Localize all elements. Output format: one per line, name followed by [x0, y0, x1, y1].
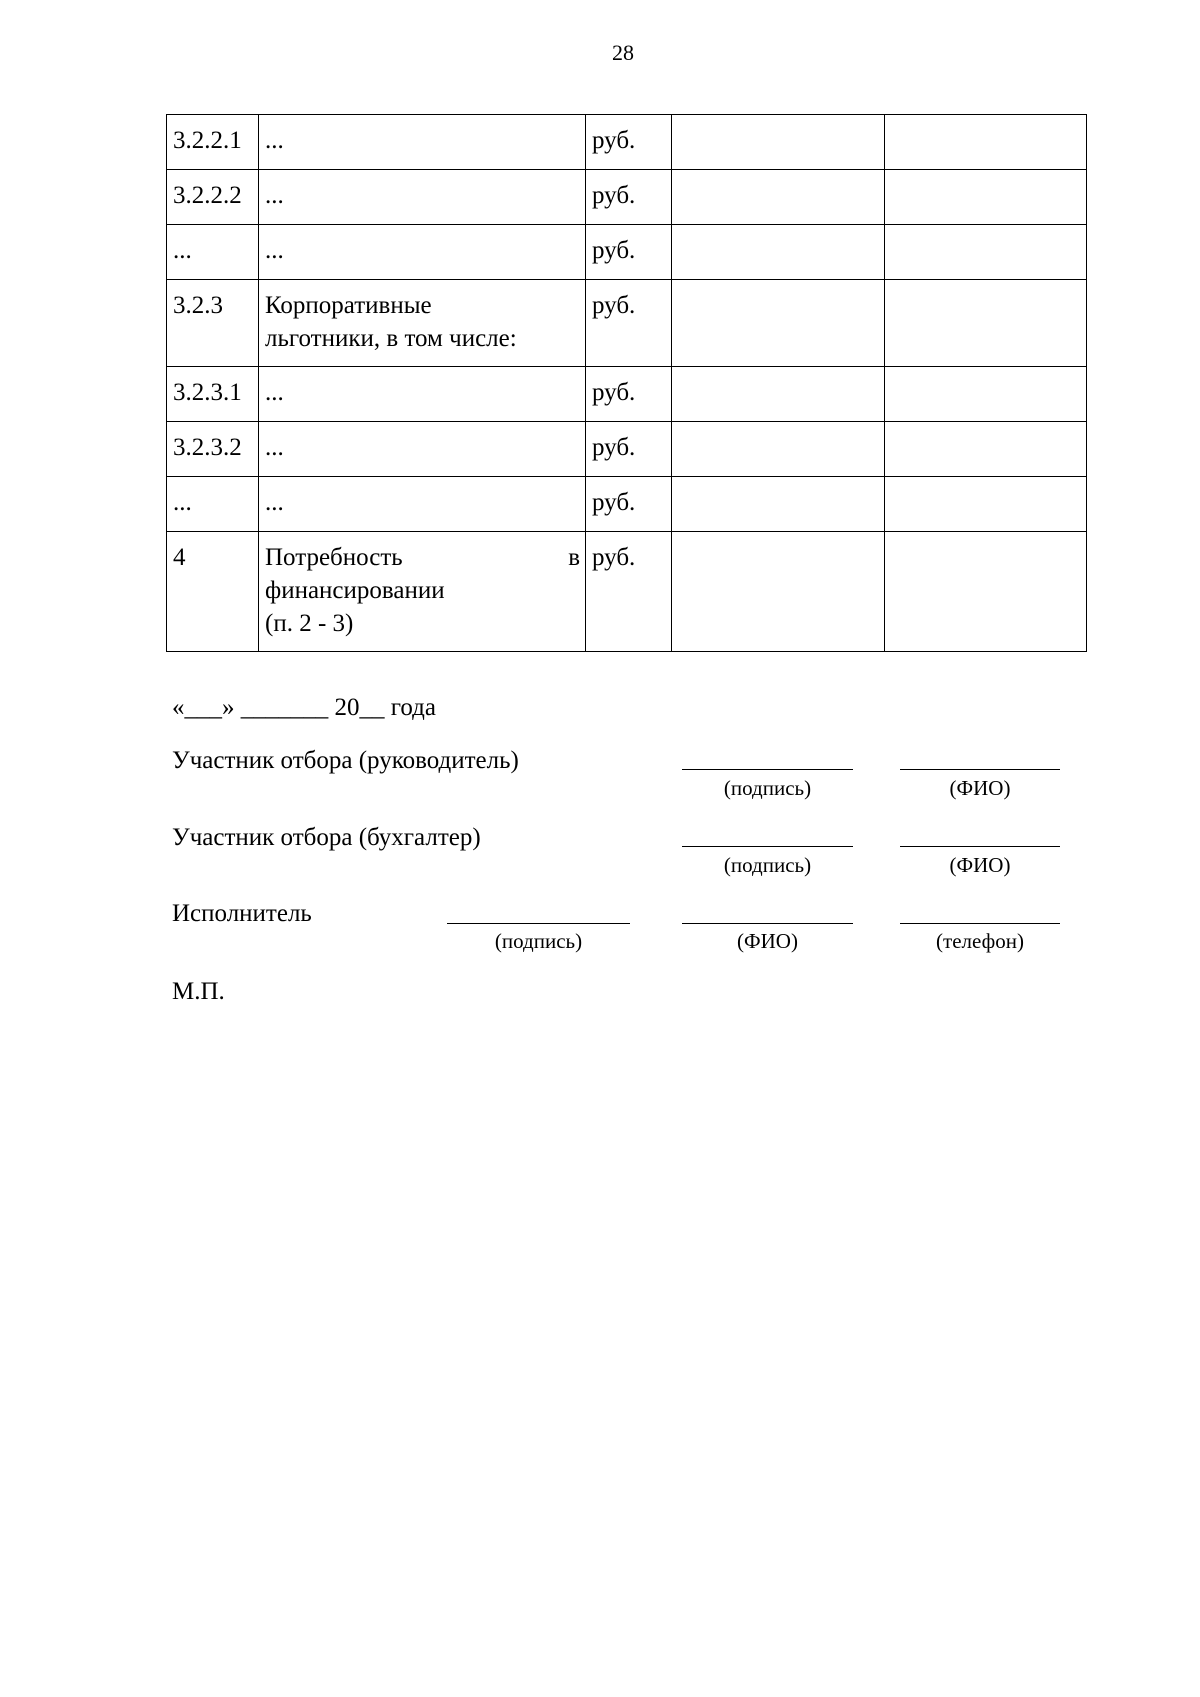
- row-value-2: [885, 115, 1087, 170]
- head-fio-line: [900, 769, 1060, 770]
- row-value-1: [672, 280, 885, 367]
- row-unit: руб.: [586, 115, 672, 170]
- row-name-word: в: [568, 544, 580, 571]
- row-number: ...: [167, 225, 259, 280]
- row-value-2: [885, 170, 1087, 225]
- row-number: 4: [167, 532, 259, 652]
- accountant-fio-line: [900, 846, 1060, 847]
- head-signature-line: [682, 769, 853, 770]
- row-value-1: [672, 532, 885, 652]
- row-name-word: Потребность: [265, 544, 403, 571]
- date-line: «___» _______ 20__ года: [172, 694, 436, 721]
- table-row: [167, 170, 1087, 225]
- accountant-label: Участник отбора (бухгалтер): [172, 824, 481, 851]
- executor-signature-caption: (подпись): [494, 929, 583, 953]
- table-row: [167, 225, 1087, 280]
- executor-phone-line: [900, 923, 1060, 924]
- row-value-1: [672, 115, 885, 170]
- row-value-1: [672, 170, 885, 225]
- row-number: 3.2.2.1: [167, 115, 259, 170]
- row-unit: руб.: [586, 422, 672, 477]
- row-name-line: финансировании: [265, 577, 445, 604]
- row-name: ...: [259, 225, 586, 280]
- row-name-line: [265, 541, 580, 574]
- row-unit: руб.: [586, 367, 672, 422]
- row-name: [259, 280, 586, 367]
- row-name: ...: [259, 477, 586, 532]
- row-value-1: [672, 422, 885, 477]
- row-name: ...: [259, 115, 586, 170]
- head-fio-caption: (ФИО): [949, 776, 1011, 800]
- table-row: [167, 115, 1087, 170]
- table-row: [167, 532, 1087, 652]
- executor-phone-caption: (телефон): [936, 929, 1024, 953]
- executor-signature-line: [447, 923, 630, 924]
- table-row: [167, 422, 1087, 477]
- row-name-line: льготники, в том числе:: [265, 325, 517, 352]
- row-number: 3.2.3: [167, 280, 259, 367]
- row-name-line: (п. 2 - 3): [265, 610, 354, 637]
- row-name: ...: [259, 422, 586, 477]
- stamp-label: М.П.: [172, 978, 225, 1005]
- row-value-1: [672, 367, 885, 422]
- table-row: [167, 280, 1087, 367]
- table-row: [167, 367, 1087, 422]
- accountant-fio-caption: (ФИО): [949, 853, 1011, 877]
- row-name: [259, 532, 586, 652]
- head-label: Участник отбора (руководитель): [172, 747, 519, 774]
- executor-fio-caption: (ФИО): [737, 929, 798, 953]
- head-signature-caption: (подпись): [723, 776, 812, 800]
- row-name-line: Корпоративные: [265, 292, 432, 319]
- row-unit: руб.: [586, 280, 672, 367]
- row-unit: руб.: [586, 532, 672, 652]
- row-unit: руб.: [586, 477, 672, 532]
- row-value-1: [672, 477, 885, 532]
- row-unit: руб.: [586, 170, 672, 225]
- budget-table: [166, 114, 1087, 652]
- row-value-1: [672, 225, 885, 280]
- accountant-signature-caption: (подпись): [723, 853, 812, 877]
- row-number: ...: [167, 477, 259, 532]
- row-number: 3.2.2.2: [167, 170, 259, 225]
- row-unit: руб.: [586, 225, 672, 280]
- row-number: 3.2.3.2: [167, 422, 259, 477]
- row-name: ...: [259, 170, 586, 225]
- executor-label: Исполнитель: [172, 900, 312, 927]
- row-value-2: [885, 367, 1087, 422]
- table-row: [167, 477, 1087, 532]
- row-name: ...: [259, 367, 586, 422]
- row-number: 3.2.3.1: [167, 367, 259, 422]
- row-value-2: [885, 477, 1087, 532]
- executor-fio-line: [682, 923, 853, 924]
- row-value-2: [885, 280, 1087, 367]
- row-value-2: [885, 532, 1087, 652]
- accountant-signature-line: [682, 846, 853, 847]
- page-number: 28: [612, 40, 634, 65]
- row-value-2: [885, 422, 1087, 477]
- row-value-2: [885, 225, 1087, 280]
